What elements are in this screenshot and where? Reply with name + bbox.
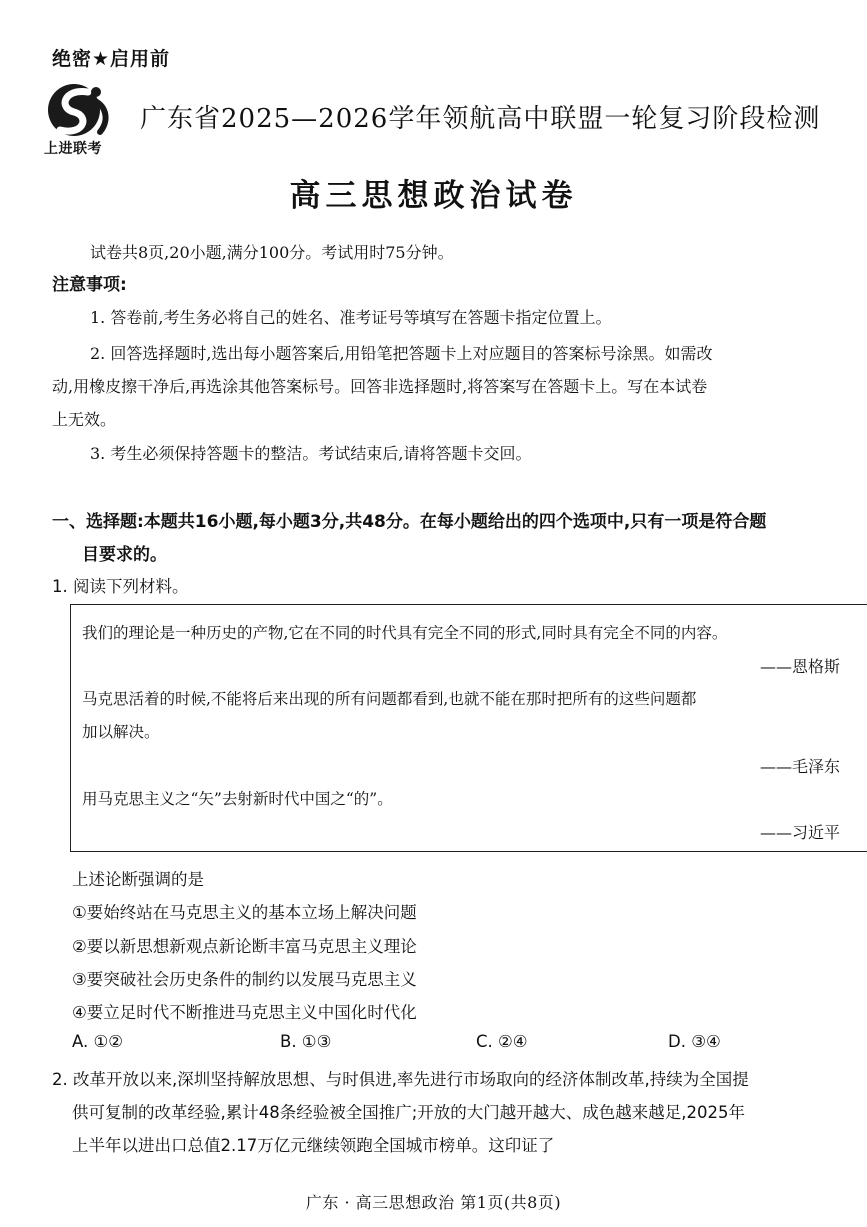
exam-info: 试卷共8页,20小题,满分100分。考试用时75分钟。 (90, 243, 454, 262)
notice-item-3: 3. 考生必须保持答题卡的整洁。考试结束后,请将答题卡交回。 (90, 444, 532, 463)
notice-title: 注意事项: (52, 275, 127, 295)
section-title-line-2: 目要求的。 (82, 545, 167, 565)
question-1-stem: 1. 阅读下列材料。 (52, 577, 189, 596)
quote-1: 我们的理论是一种历史的产物,它在不同的时代具有完全不同的形式,同时具有完全不同的内容。 (82, 624, 728, 642)
statement-3: ③要突破社会历史条件的制约以发展马克思主义 (72, 970, 417, 989)
option-a: A. ①② (72, 1032, 124, 1051)
notice-item-2-line-3: 上无效。 (52, 410, 117, 429)
paper-title: 高三思想政治试卷 (289, 178, 578, 214)
notice-item-2-line-2: 动,用橡皮擦干净后,再选涂其他答案标号。回答非选择题时,将答案写在答题卡上。写在本试卷 (52, 377, 708, 396)
quote-3: 用马克思主义之“矢”去射新时代中国之“的”。 (82, 790, 393, 808)
section-title-line-1: 一、选择题:本题共16小题,每小题3分,共48分。在每小题给出的四个选项中,只有一项是符合题 (52, 512, 767, 532)
quote-3-author: ——习近平 (760, 823, 841, 842)
option-d: D. ③④ (668, 1032, 721, 1051)
statement-1: ①要始终站在马克思主义的基本立场上解决问题 (72, 903, 417, 922)
statement-4: ④要立足时代不断推进马克思主义中国化时代化 (72, 1003, 417, 1022)
notice-item-2-line-1: 2. 回答选择题时,选出每小题答案后,用铅笔把答题卡上对应题目的答案标号涂黑。如需改 (90, 344, 713, 363)
quote-1-author: ——恩格斯 (760, 657, 841, 676)
quote-2-line-2: 加以解决。 (82, 723, 160, 741)
exam-title: 广东省2025—2026学年领航高中联盟一轮复习阶段检测 (140, 104, 821, 134)
option-c: C. ②④ (476, 1032, 528, 1051)
question-2-line-3: 上半年以进出口总值2.17万亿元继续领跑全国城市榜单。这印证了 (72, 1136, 555, 1155)
option-b: B. ①③ (280, 1032, 332, 1051)
logo-text: 上进联考 (44, 141, 102, 157)
notice-item-1: 1. 答卷前,考生务必将自己的姓名、准考证号等填写在答题卡指定位置上。 (90, 308, 612, 327)
quote-2-line-1: 马克思活着的时候,不能将后来出现的所有问题都看到,也就不能在那时把所有的这些问题都 (82, 690, 697, 708)
page-footer: 广东 · 高三思想政治 第1页(共8页) (305, 1193, 562, 1212)
question-1-prompt: 上述论断强调的是 (72, 870, 204, 889)
confidential-label: 绝密★启用前 (52, 48, 171, 70)
quote-2-author: ——毛泽东 (760, 757, 841, 776)
question-2-line-2: 供可复制的改革经验,累计48条经验被全国推广;开放的大门越开越大、成色越来越足,2025年 (72, 1103, 746, 1122)
statement-2: ②要以新思想新观点新论断丰富马克思主义理论 (72, 937, 417, 956)
question-2-line-1: 2. 改革开放以来,深圳坚持解放思想、与时俱进,率先进行市场取向的经济体制改革,持续为全国提 (52, 1070, 749, 1089)
